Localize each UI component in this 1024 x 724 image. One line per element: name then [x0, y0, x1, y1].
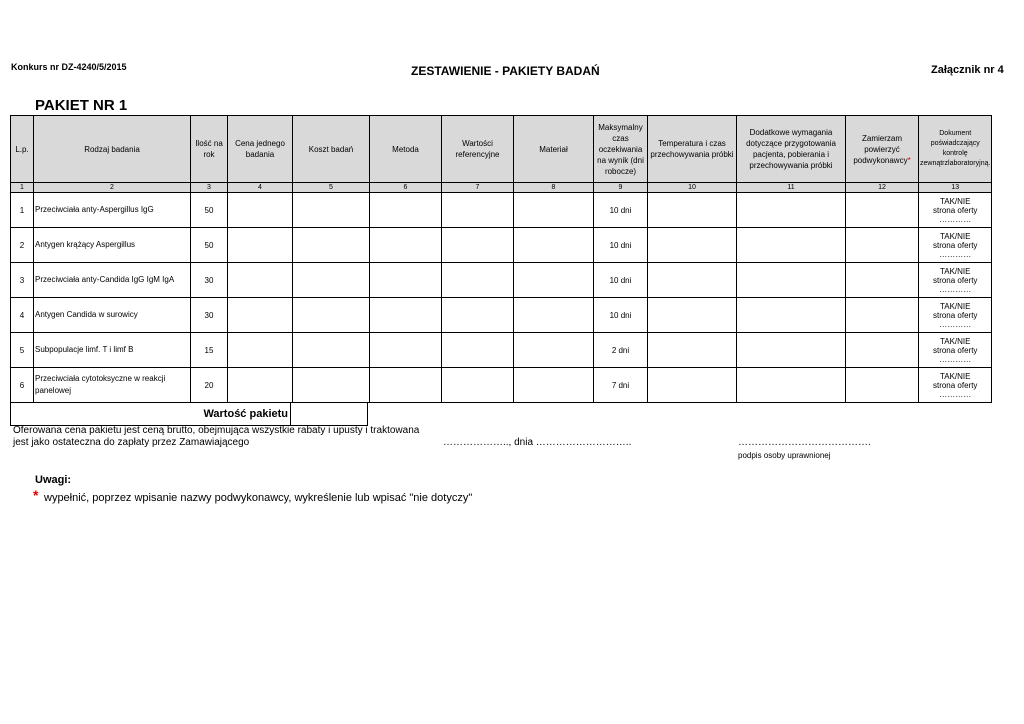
col-number: 5: [293, 183, 370, 193]
package-value-table: [10, 402, 368, 426]
table-body: [11, 193, 992, 403]
row-cost-cell[interactable]: [293, 298, 370, 333]
row-document-cell[interactable]: [919, 298, 992, 333]
col-number: 13: [919, 183, 992, 193]
document-option-text: TAK/NIE: [939, 336, 971, 346]
col-number: 3: [191, 183, 228, 193]
row-method-cell[interactable]: [370, 193, 442, 228]
col-header-lp: L.p.: [11, 116, 34, 183]
remarks-text: wypełnić, poprzez wpisanie nazwy podwykonawcy, wykreślenie lub wpisać "nie dotyczy": [44, 492, 473, 504]
row-wait-time: 10 dni: [594, 263, 648, 298]
row-document-cell[interactable]: [919, 263, 992, 298]
col-header-rodzaj: Rodzaj badania: [34, 116, 191, 183]
row-reference-cell[interactable]: [442, 333, 514, 368]
package-value-cell[interactable]: [291, 403, 368, 426]
document-option-text: strona oferty: [932, 345, 978, 355]
col-header-ilosc: Ilość na rok: [191, 116, 228, 183]
col-header-dodatkowe: Dodatkowe wymagania dotyczące przygotowania pacjenta, pobierania i przechowywania próbki: [737, 116, 846, 183]
col-header-wartosci: Wartości referencyjne: [442, 116, 514, 183]
red-asterisk: *: [907, 155, 911, 165]
row-material-cell[interactable]: [514, 228, 594, 263]
col-number: 2: [34, 183, 191, 193]
table-row: [11, 333, 992, 368]
document-option-text: …………: [939, 354, 972, 364]
document-option-text: strona oferty: [932, 380, 978, 390]
col-number: 10: [648, 183, 737, 193]
row-price-cell[interactable]: [228, 333, 293, 368]
row-document-cell[interactable]: [919, 228, 992, 263]
row-quantity: 30: [191, 298, 228, 333]
row-temperature-cell[interactable]: [648, 228, 737, 263]
row-document-cell[interactable]: [919, 193, 992, 228]
row-reference-cell[interactable]: [442, 228, 514, 263]
zamierzam-label: Zamierzam powierzyć podwykonawcy: [853, 133, 908, 165]
row-subcontractor-cell[interactable]: [846, 193, 919, 228]
row-cost-cell[interactable]: [293, 263, 370, 298]
row-material-cell[interactable]: [514, 298, 594, 333]
row-temperature-cell[interactable]: [648, 263, 737, 298]
col-header-koszt: Koszt badań: [293, 116, 370, 183]
document-option-text: TAK/NIE: [939, 371, 971, 381]
table-row: [11, 193, 992, 228]
document-option-text: TAK/NIE: [939, 196, 971, 206]
row-temperature-cell[interactable]: [648, 193, 737, 228]
row-cost-cell[interactable]: [293, 368, 370, 403]
attachment-number: Załącznik nr 4: [931, 64, 1004, 76]
col-number: 9: [594, 183, 648, 193]
row-lp: 1: [11, 193, 34, 228]
document-option-text: …………: [939, 214, 972, 224]
row-subcontractor-cell[interactable]: [846, 263, 919, 298]
row-wait-time: 10 dni: [594, 193, 648, 228]
col-header-zamierzam: [846, 116, 919, 183]
row-wait-time: 10 dni: [594, 298, 648, 333]
row-material-cell[interactable]: [514, 193, 594, 228]
row-reference-cell[interactable]: [442, 298, 514, 333]
row-method-cell[interactable]: [370, 333, 442, 368]
row-material-cell[interactable]: [514, 368, 594, 403]
document-option-text: …………: [939, 249, 972, 259]
row-wait-time: 2 dni: [594, 333, 648, 368]
row-temperature-cell[interactable]: [648, 333, 737, 368]
table-row: [11, 263, 992, 298]
document-option-text: strona oferty: [932, 310, 978, 320]
document-option-text: TAK/NIE: [939, 266, 971, 276]
col-header-czas: Maksymalny czas oczekiwania na wynik (dni robocze): [594, 116, 648, 183]
row-document-cell[interactable]: [919, 333, 992, 368]
row-test-name: Subpopulacje limf. T i limf B: [34, 333, 191, 368]
row-quantity: 30: [191, 263, 228, 298]
row-temperature-cell[interactable]: [648, 298, 737, 333]
row-subcontractor-cell[interactable]: [846, 333, 919, 368]
col-header-cena: Cena jednego badania: [228, 116, 293, 183]
document-option-text: strona oferty: [932, 275, 978, 285]
row-lp: 3: [11, 263, 34, 298]
col-number: 12: [846, 183, 919, 193]
col-header-dokument: Dokument poświadczający kontrolę zewnątrzlaboratoryjną.: [919, 116, 992, 183]
table-header-row: [11, 116, 992, 183]
row-price-cell[interactable]: [228, 298, 293, 333]
date-line: ……………….., dnia ………………………..: [443, 437, 632, 448]
row-quantity: 20: [191, 368, 228, 403]
package-title: PAKIET NR 1: [35, 97, 128, 114]
document-option-text: TAK/NIE: [939, 231, 971, 241]
table-row: [11, 298, 992, 333]
row-subcontractor-cell[interactable]: [846, 228, 919, 263]
col-number: 8: [514, 183, 594, 193]
document-option-text: …………: [939, 389, 972, 399]
row-price-cell[interactable]: [228, 263, 293, 298]
col-number: 11: [737, 183, 846, 193]
row-subcontractor-cell[interactable]: [846, 368, 919, 403]
row-temperature-cell[interactable]: [648, 368, 737, 403]
row-price-cell[interactable]: [228, 368, 293, 403]
row-lp: 6: [11, 368, 34, 403]
row-quantity: 50: [191, 228, 228, 263]
tests-table: [10, 115, 992, 403]
remarks-heading: Uwagi:: [35, 474, 72, 486]
document-option-text: strona oferty: [932, 240, 978, 250]
row-test-name: Przeciwciała cytotoksyczne w reakcji panelowej: [34, 368, 191, 403]
document-option-text: …………: [939, 284, 972, 294]
row-subcontractor-cell[interactable]: [846, 298, 919, 333]
column-number-row: [11, 183, 992, 193]
row-requirements-cell[interactable]: [737, 368, 846, 403]
row-document-cell[interactable]: [919, 368, 992, 403]
row-wait-time: 7 dni: [594, 368, 648, 403]
row-lp: 4: [11, 298, 34, 333]
document-title: ZESTAWIENIE - PAKIETY BADAŃ: [411, 64, 600, 78]
signature-label: podpis osoby uprawnionej: [738, 451, 831, 460]
row-method-cell[interactable]: [370, 368, 442, 403]
row-method-cell[interactable]: [370, 228, 442, 263]
row-method-cell[interactable]: [370, 298, 442, 333]
price-note: Oferowana cena pakietu jest ceną brutto, obejmująca wszystkie rabaty i upusty i traktowana jest jako ostateczna do zapłaty przez Zamawiającego: [13, 425, 420, 448]
row-lp: 5: [11, 333, 34, 368]
row-test-name: Przeciwciała anty-Aspergillus IgG: [34, 193, 191, 228]
row-reference-cell[interactable]: [442, 368, 514, 403]
document-option-text: …………: [939, 319, 972, 329]
row-material-cell[interactable]: [514, 263, 594, 298]
table-row: [11, 368, 992, 403]
col-number: 4: [228, 183, 293, 193]
col-number: 7: [442, 183, 514, 193]
package-value-label: Wartość pakietu: [11, 403, 291, 426]
col-number: 6: [370, 183, 442, 193]
tender-number: Konkurs nr DZ-4240/5/2015: [11, 62, 127, 72]
row-cost-cell[interactable]: [293, 228, 370, 263]
row-lp: 2: [11, 228, 34, 263]
row-quantity: 50: [191, 193, 228, 228]
row-wait-time: 10 dni: [594, 228, 648, 263]
document-option-text: strona oferty: [932, 205, 978, 215]
row-test-name: Antygen Candida w surowicy: [34, 298, 191, 333]
package-value-row: [11, 403, 368, 426]
row-material-cell[interactable]: [514, 333, 594, 368]
table-row: [11, 228, 992, 263]
row-price-cell[interactable]: [228, 228, 293, 263]
row-test-name: Antygen krążący Aspergillus: [34, 228, 191, 263]
remarks-asterisk: *: [33, 487, 39, 503]
row-requirements-cell[interactable]: [737, 263, 846, 298]
document-option-text: TAK/NIE: [939, 301, 971, 311]
col-header-metoda: Metoda: [370, 116, 442, 183]
row-cost-cell[interactable]: [293, 333, 370, 368]
row-requirements-cell[interactable]: [737, 333, 846, 368]
col-header-material: Materiał: [514, 116, 594, 183]
col-header-temperatura: Temperatura i czas przechowywania próbki: [648, 116, 737, 183]
row-reference-cell[interactable]: [442, 193, 514, 228]
row-requirements-cell[interactable]: [737, 193, 846, 228]
row-quantity: 15: [191, 333, 228, 368]
row-test-name: Przeciwciała anty-Candida IgG IgM IgA: [34, 263, 191, 298]
col-number: 1: [11, 183, 34, 193]
row-price-cell[interactable]: [228, 193, 293, 228]
row-requirements-cell[interactable]: [737, 228, 846, 263]
row-cost-cell[interactable]: [293, 193, 370, 228]
row-method-cell[interactable]: [370, 263, 442, 298]
row-reference-cell[interactable]: [442, 263, 514, 298]
signature-line: ………………………………….: [738, 437, 871, 448]
row-requirements-cell[interactable]: [737, 298, 846, 333]
